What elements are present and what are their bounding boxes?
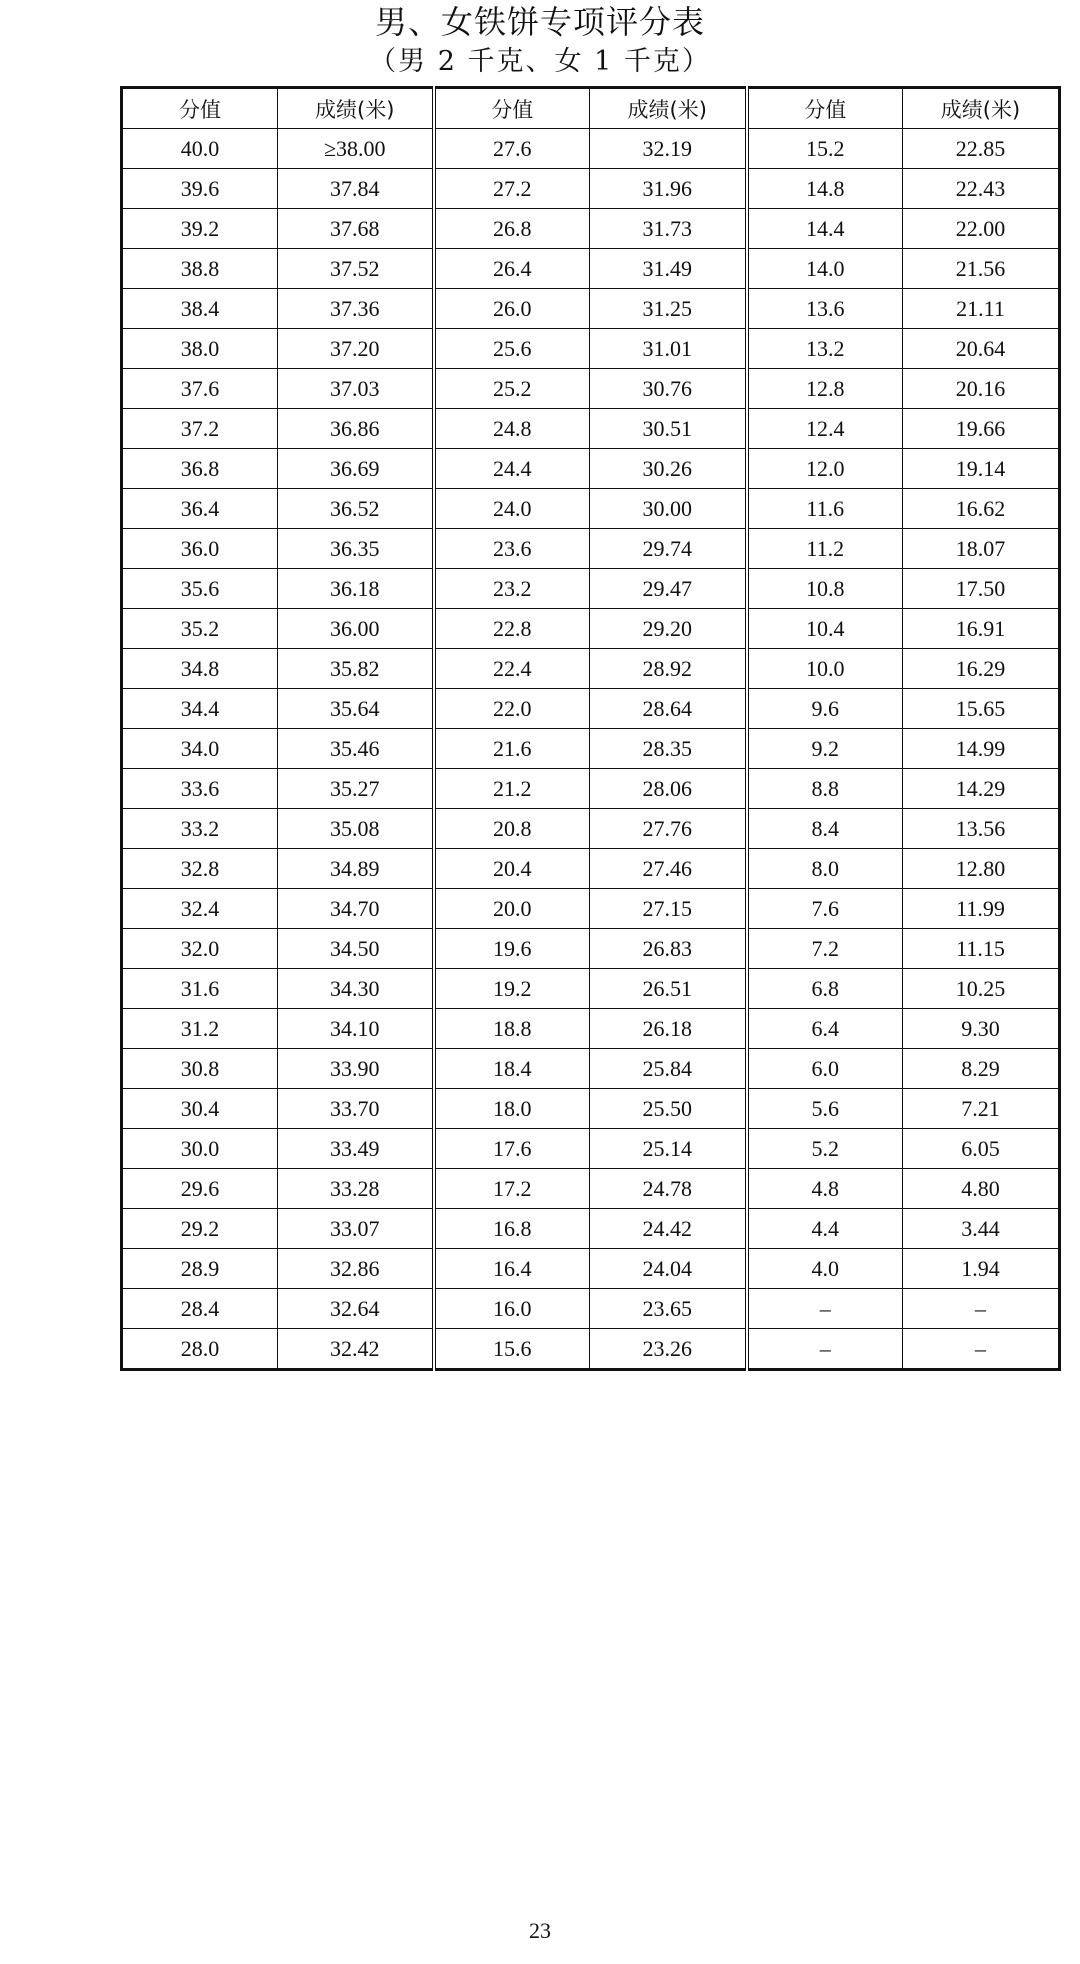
cell-result: 33.90 — [278, 1049, 434, 1089]
cell-score: 29.6 — [122, 1169, 278, 1209]
cell-result: – — [903, 1289, 1060, 1329]
cell-result: 32.19 — [590, 129, 747, 169]
cell-score: 36.8 — [122, 449, 278, 489]
cell-result: 28.92 — [590, 649, 747, 689]
cell-score: 15.6 — [434, 1329, 590, 1370]
table-row — [122, 1329, 1060, 1370]
cell-score: 29.2 — [122, 1209, 278, 1249]
cell-result: 34.89 — [278, 849, 434, 889]
table-row — [122, 569, 1060, 609]
cell-result: 36.52 — [278, 489, 434, 529]
table-row — [122, 1249, 1060, 1289]
table-row — [122, 209, 1060, 249]
cell-score: – — [747, 1289, 903, 1329]
cell-result: 24.78 — [590, 1169, 747, 1209]
table-row — [122, 889, 1060, 929]
cell-score: 9.2 — [747, 729, 903, 769]
cell-score: 8.4 — [747, 809, 903, 849]
cell-result: 1.94 — [903, 1249, 1060, 1289]
cell-result: 29.47 — [590, 569, 747, 609]
table-header-row — [122, 88, 1060, 129]
table-body — [122, 129, 1060, 1370]
cell-result: 33.70 — [278, 1089, 434, 1129]
cell-score: 6.0 — [747, 1049, 903, 1089]
cell-result: 11.15 — [903, 929, 1060, 969]
cell-result: 35.82 — [278, 649, 434, 689]
cell-result: 34.70 — [278, 889, 434, 929]
cell-score: 4.0 — [747, 1249, 903, 1289]
table-row — [122, 1129, 1060, 1169]
cell-score: 38.4 — [122, 289, 278, 329]
cell-score: 6.8 — [747, 969, 903, 1009]
cell-result: 30.26 — [590, 449, 747, 489]
cell-score: 15.2 — [747, 129, 903, 169]
table-row — [122, 409, 1060, 449]
cell-result: 30.00 — [590, 489, 747, 529]
cell-result: 33.49 — [278, 1129, 434, 1169]
header-result: 成绩(米) — [278, 88, 434, 129]
cell-result: ≥38.00 — [278, 129, 434, 169]
cell-result: 33.28 — [278, 1169, 434, 1209]
cell-result: 16.91 — [903, 609, 1060, 649]
page-title: 男、女铁饼专项评分表 — [374, 3, 705, 41]
cell-score: 6.4 — [747, 1009, 903, 1049]
cell-score: 13.2 — [747, 329, 903, 369]
table-row — [122, 1289, 1060, 1329]
cell-result: 32.86 — [278, 1249, 434, 1289]
cell-result: 25.14 — [590, 1129, 747, 1169]
cell-score: 36.4 — [122, 489, 278, 529]
cell-result: 20.16 — [903, 369, 1060, 409]
cell-result: 32.64 — [278, 1289, 434, 1329]
cell-score: 34.8 — [122, 649, 278, 689]
cell-score: 27.2 — [434, 169, 590, 209]
table-row — [122, 129, 1060, 169]
cell-score: 23.6 — [434, 529, 590, 569]
cell-score: 7.6 — [747, 889, 903, 929]
cell-score: 20.8 — [434, 809, 590, 849]
cell-result: 25.84 — [590, 1049, 747, 1089]
cell-score: 25.2 — [434, 369, 590, 409]
table-row — [122, 329, 1060, 369]
cell-result: 37.84 — [278, 169, 434, 209]
cell-result: 36.00 — [278, 609, 434, 649]
cell-score: 22.0 — [434, 689, 590, 729]
cell-score: 18.4 — [434, 1049, 590, 1089]
cell-result: 14.99 — [903, 729, 1060, 769]
cell-score: 8.8 — [747, 769, 903, 809]
cell-score: 25.6 — [434, 329, 590, 369]
table-row — [122, 969, 1060, 1009]
cell-result: 9.30 — [903, 1009, 1060, 1049]
cell-score: 24.0 — [434, 489, 590, 529]
cell-result: 36.18 — [278, 569, 434, 609]
cell-result: 36.86 — [278, 409, 434, 449]
cell-score: 32.0 — [122, 929, 278, 969]
cell-result: 37.36 — [278, 289, 434, 329]
table-row — [122, 1169, 1060, 1209]
cell-result: 22.85 — [903, 129, 1060, 169]
cell-score: 11.6 — [747, 489, 903, 529]
cell-score: 30.0 — [122, 1129, 278, 1169]
cell-result: 15.65 — [903, 689, 1060, 729]
cell-result: 11.99 — [903, 889, 1060, 929]
cell-result: 10.25 — [903, 969, 1060, 1009]
table-row — [122, 169, 1060, 209]
cell-result: 29.74 — [590, 529, 747, 569]
cell-score: – — [747, 1329, 903, 1370]
table-row — [122, 809, 1060, 849]
cell-result: 4.80 — [903, 1169, 1060, 1209]
cell-result: 13.56 — [903, 809, 1060, 849]
table-row — [122, 929, 1060, 969]
cell-result: 19.66 — [903, 409, 1060, 449]
cell-score: 19.2 — [434, 969, 590, 1009]
cell-score: 17.2 — [434, 1169, 590, 1209]
cell-result: 26.18 — [590, 1009, 747, 1049]
cell-result: 28.64 — [590, 689, 747, 729]
cell-result: 34.10 — [278, 1009, 434, 1049]
cell-score: 12.0 — [747, 449, 903, 489]
cell-result: 23.65 — [590, 1289, 747, 1329]
table-row — [122, 1049, 1060, 1089]
cell-score: 28.9 — [122, 1249, 278, 1289]
cell-score: 35.6 — [122, 569, 278, 609]
cell-score: 12.4 — [747, 409, 903, 449]
cell-score: 36.0 — [122, 529, 278, 569]
cell-result: 3.44 — [903, 1209, 1060, 1249]
cell-result: 22.00 — [903, 209, 1060, 249]
table-row — [122, 769, 1060, 809]
cell-result: 7.21 — [903, 1089, 1060, 1129]
header-score: 分值 — [122, 88, 278, 129]
cell-score: 16.8 — [434, 1209, 590, 1249]
cell-score: 16.0 — [434, 1289, 590, 1329]
cell-score: 23.2 — [434, 569, 590, 609]
cell-result: 31.96 — [590, 169, 747, 209]
cell-result: 28.35 — [590, 729, 747, 769]
cell-result: 37.20 — [278, 329, 434, 369]
cell-score: 9.6 — [747, 689, 903, 729]
table-row — [122, 1009, 1060, 1049]
cell-score: 19.6 — [434, 929, 590, 969]
cell-result: 8.29 — [903, 1049, 1060, 1089]
cell-result: 35.27 — [278, 769, 434, 809]
cell-score: 18.8 — [434, 1009, 590, 1049]
cell-result: 35.46 — [278, 729, 434, 769]
table-row — [122, 529, 1060, 569]
cell-result: 20.64 — [903, 329, 1060, 369]
cell-score: 8.0 — [747, 849, 903, 889]
table-row — [122, 689, 1060, 729]
cell-score: 33.6 — [122, 769, 278, 809]
cell-score: 31.6 — [122, 969, 278, 1009]
cell-score: 34.0 — [122, 729, 278, 769]
cell-result: 25.50 — [590, 1089, 747, 1129]
cell-score: 5.6 — [747, 1089, 903, 1129]
cell-score: 11.2 — [747, 529, 903, 569]
cell-result: 35.64 — [278, 689, 434, 729]
cell-result: 12.80 — [903, 849, 1060, 889]
cell-score: 20.4 — [434, 849, 590, 889]
cell-result: 27.76 — [590, 809, 747, 849]
table-row — [122, 1089, 1060, 1129]
table-row — [122, 489, 1060, 529]
header-result: 成绩(米) — [590, 88, 747, 129]
table-row — [122, 449, 1060, 489]
cell-score: 21.2 — [434, 769, 590, 809]
cell-score: 14.4 — [747, 209, 903, 249]
cell-result: 36.69 — [278, 449, 434, 489]
table-row — [122, 649, 1060, 689]
cell-result: 14.29 — [903, 769, 1060, 809]
cell-result: 22.43 — [903, 169, 1060, 209]
table-row — [122, 849, 1060, 889]
header-score: 分值 — [434, 88, 590, 129]
cell-result: 26.83 — [590, 929, 747, 969]
cell-score: 22.8 — [434, 609, 590, 649]
cell-score: 39.6 — [122, 169, 278, 209]
cell-result: 28.06 — [590, 769, 747, 809]
table-row — [122, 249, 1060, 289]
cell-score: 37.2 — [122, 409, 278, 449]
cell-result: 27.46 — [590, 849, 747, 889]
cell-score: 31.2 — [122, 1009, 278, 1049]
cell-result: 34.50 — [278, 929, 434, 969]
cell-result: 27.15 — [590, 889, 747, 929]
table-row — [122, 729, 1060, 769]
cell-result: 29.20 — [590, 609, 747, 649]
cell-result: 30.51 — [590, 409, 747, 449]
discus-score-table — [120, 86, 1061, 1371]
cell-score: 38.0 — [122, 329, 278, 369]
cell-result: 31.25 — [590, 289, 747, 329]
cell-score: 7.2 — [747, 929, 903, 969]
cell-score: 14.0 — [747, 249, 903, 289]
cell-score: 35.2 — [122, 609, 278, 649]
cell-score: 26.8 — [434, 209, 590, 249]
cell-result: 6.05 — [903, 1129, 1060, 1169]
cell-result: 37.52 — [278, 249, 434, 289]
cell-result: 16.29 — [903, 649, 1060, 689]
cell-score: 12.8 — [747, 369, 903, 409]
cell-result: 18.07 — [903, 529, 1060, 569]
cell-score: 24.4 — [434, 449, 590, 489]
table-row — [122, 289, 1060, 329]
cell-score: 28.0 — [122, 1329, 278, 1370]
cell-result: 17.50 — [903, 569, 1060, 609]
cell-result: 31.49 — [590, 249, 747, 289]
cell-score: 13.6 — [747, 289, 903, 329]
cell-score: 18.0 — [434, 1089, 590, 1129]
cell-score: 38.8 — [122, 249, 278, 289]
cell-score: 30.8 — [122, 1049, 278, 1089]
cell-result: 23.26 — [590, 1329, 747, 1370]
cell-result: 21.56 — [903, 249, 1060, 289]
cell-score: 10.4 — [747, 609, 903, 649]
cell-score: 26.0 — [434, 289, 590, 329]
cell-score: 21.6 — [434, 729, 590, 769]
cell-score: 32.8 — [122, 849, 278, 889]
cell-score: 40.0 — [122, 129, 278, 169]
cell-result: 21.11 — [903, 289, 1060, 329]
cell-score: 16.4 — [434, 1249, 590, 1289]
cell-result: 32.42 — [278, 1329, 434, 1370]
cell-score: 24.8 — [434, 409, 590, 449]
cell-score: 20.0 — [434, 889, 590, 929]
cell-result: 24.04 — [590, 1249, 747, 1289]
cell-score: 17.6 — [434, 1129, 590, 1169]
cell-score: 32.4 — [122, 889, 278, 929]
header-score: 分值 — [747, 88, 903, 129]
cell-result: 24.42 — [590, 1209, 747, 1249]
table-row — [122, 1209, 1060, 1249]
cell-score: 28.4 — [122, 1289, 278, 1329]
cell-result: 37.03 — [278, 369, 434, 409]
cell-result: 33.07 — [278, 1209, 434, 1249]
cell-result: 31.73 — [590, 209, 747, 249]
page-subtitle: （男 2 千克、女 1 千克） — [369, 46, 711, 77]
table-row — [122, 609, 1060, 649]
cell-result: 16.62 — [903, 489, 1060, 529]
cell-score: 10.8 — [747, 569, 903, 609]
cell-score: 30.4 — [122, 1089, 278, 1129]
cell-score: 34.4 — [122, 689, 278, 729]
cell-score: 37.6 — [122, 369, 278, 409]
cell-score: 4.4 — [747, 1209, 903, 1249]
cell-score: 27.6 — [434, 129, 590, 169]
cell-score: 26.4 — [434, 249, 590, 289]
cell-score: 33.2 — [122, 809, 278, 849]
cell-result: 30.76 — [590, 369, 747, 409]
header-result: 成绩(米) — [903, 88, 1060, 129]
cell-score: 39.2 — [122, 209, 278, 249]
cell-result: 19.14 — [903, 449, 1060, 489]
cell-result: 34.30 — [278, 969, 434, 1009]
cell-result: 31.01 — [590, 329, 747, 369]
cell-score: 22.4 — [434, 649, 590, 689]
page-number: 23 — [529, 1918, 551, 1943]
cell-score: 5.2 — [747, 1129, 903, 1169]
cell-score: 10.0 — [747, 649, 903, 689]
cell-result: – — [903, 1329, 1060, 1370]
cell-result: 35.08 — [278, 809, 434, 849]
cell-score: 14.8 — [747, 169, 903, 209]
cell-result: 37.68 — [278, 209, 434, 249]
cell-result: 26.51 — [590, 969, 747, 1009]
cell-result: 36.35 — [278, 529, 434, 569]
cell-score: 4.8 — [747, 1169, 903, 1209]
table-row — [122, 369, 1060, 409]
